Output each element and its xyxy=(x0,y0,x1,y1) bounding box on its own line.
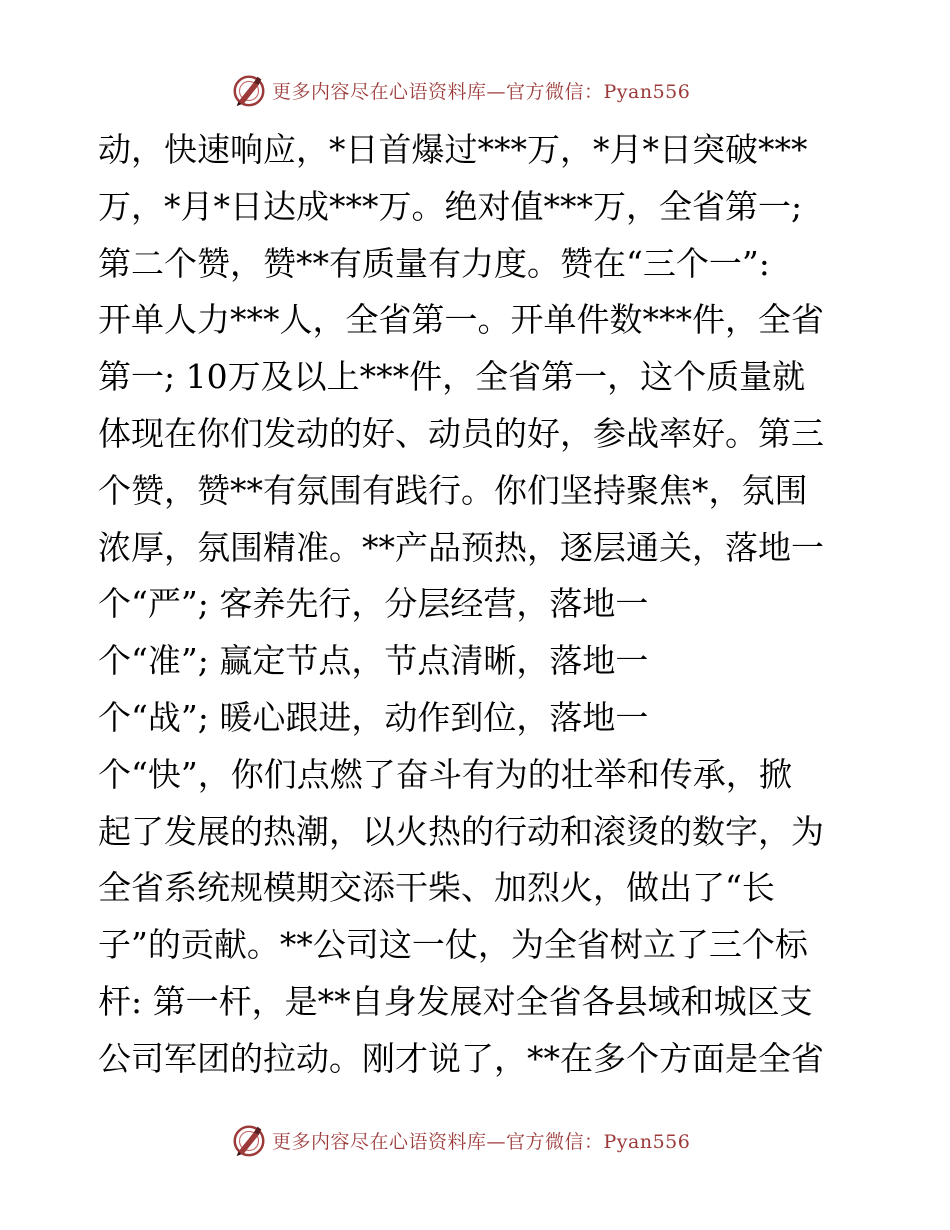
footer-watermark xyxy=(230,1120,750,1160)
ink-pen-seal-icon xyxy=(230,1121,268,1159)
text-line: 体现在你们发动的好、动员的好，参战率好。第三 xyxy=(98,413,824,453)
text-line: 个赞，赞**有氛围有践行。你们坚持聚焦*，氛围 xyxy=(98,470,808,510)
text-line: 个“快”，你们点燃了奋斗有为的壮举和传承，掀 xyxy=(98,754,792,794)
header-watermark xyxy=(230,70,750,110)
text-line: 开单人力***人，全省第一。开单件数***件，全省 xyxy=(98,300,824,340)
body-text xyxy=(98,122,858,1088)
text-line: 浓厚，氛围精准。**产品预热，逐层通关，落地一 xyxy=(98,527,824,567)
text-line: 万，*月*日达成***万。绝对值***万，全省第一; xyxy=(98,186,803,226)
text-line: 个“准”; 赢定节点，节点清晰，落地一 xyxy=(98,641,649,681)
text-line: 第一; 10万及以上***件，全省第一，这个质量就 xyxy=(98,357,806,397)
text-line: 全省系统规模期交添干柴、加烈火，做出了“长 xyxy=(98,868,775,908)
text-line: 个“严”; 客养先行，分层经营，落地一 xyxy=(98,584,649,624)
text-line: 杆: 第一杆，是**自身发展对全省各县域和城区支 xyxy=(98,981,813,1021)
text-line: 个“战”; 暖心跟进，动作到位，落地一 xyxy=(98,697,649,737)
text-line: 动，快速响应，*日首爆过***万，*月*日突破*** xyxy=(98,130,808,169)
text-line: 起了发展的热潮，以火热的行动和滚烫的数字，为 xyxy=(98,811,824,851)
text-line: 公司军团的拉动。刚才说了，**在多个方面是全省 xyxy=(98,1038,824,1078)
watermark-text: 更多内容尽在心语资料库—官方微信：Pyan556 xyxy=(272,1130,691,1153)
watermark-text: 更多内容尽在心语资料库—官方微信：Pyan556 xyxy=(272,80,691,103)
text-line: 子”的贡献。**公司这一仗，为全省树立了三个标 xyxy=(98,925,808,965)
ink-pen-seal-icon xyxy=(230,71,268,109)
text-line: 第二个赞，赞**有质量有力度。赞在“三个一”: xyxy=(98,243,770,283)
